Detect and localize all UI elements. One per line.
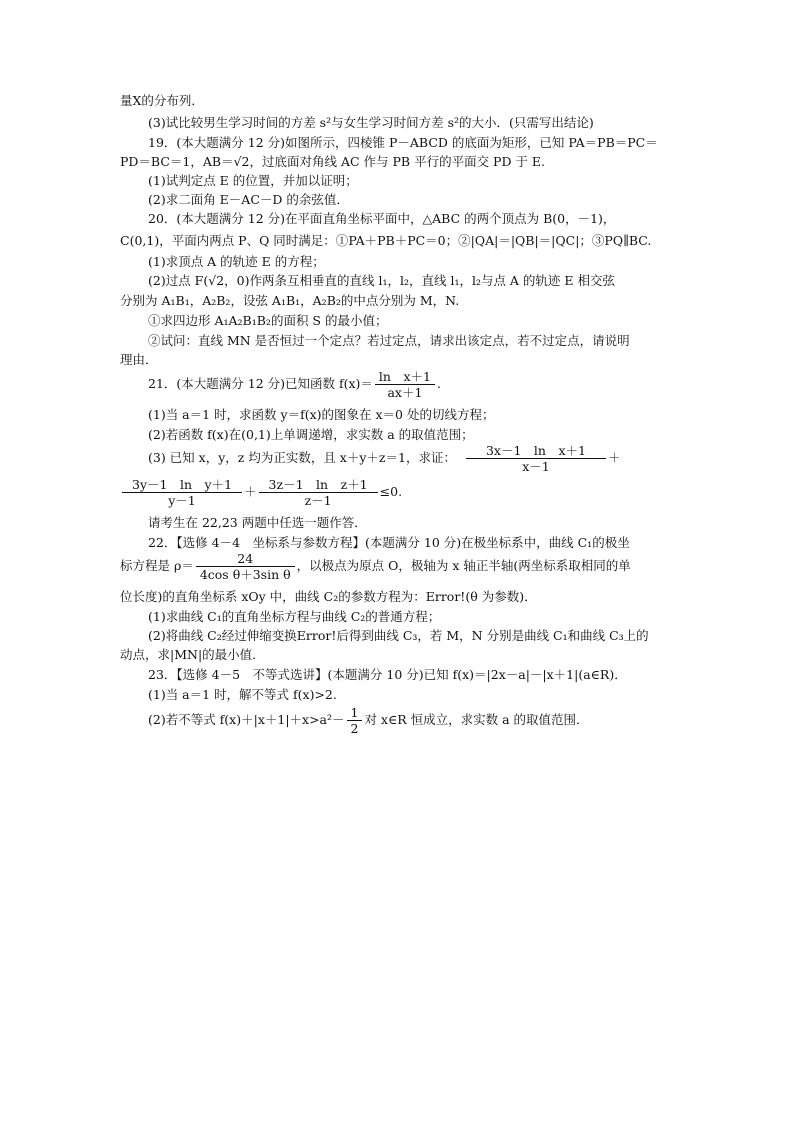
fraction-numerator: 24: [196, 551, 295, 567]
q21-fraction: [375, 369, 435, 400]
q21-p3-intro: (3) 已知 x，y，z 均为正实数，且 x＋y＋z＝1，求证：: [148, 450, 456, 465]
question-22-part-2: (2)将曲线 C₂经过伸缩变换Error!后得到曲线 C₃，若 M，N 分别是曲线 C₁和曲线 C₃上的: [148, 628, 649, 643]
fraction-numerator: ln x＋1: [375, 369, 435, 385]
q21-period: .: [436, 376, 441, 391]
question-20-conditions: [120, 232, 651, 250]
fraction-denominator: 2: [350, 721, 359, 736]
question-19-stem: 19．(本大题满分 12 分)如图所示，四棱锥 P－ABCD 的底面为矩形，已知 PA＝PB＝PC＝: [148, 135, 658, 150]
q21-p3-fraction-x: [466, 443, 606, 474]
question-20-subpart-2-cont: 理由．: [120, 352, 158, 367]
question-19-part-2: (2)求二面角 E－AC－D 的余弦值．: [148, 192, 349, 207]
q22-intro: 标方程是 ρ＝: [120, 558, 194, 573]
question-23-part-1: (1)当 a＝1 时，解不等式 f(x)>2.: [148, 687, 337, 702]
q23-p2-intro: (2)若不等式 f(x)＋|x＋1|＋x>a²－: [148, 712, 345, 727]
fraction-numerator: 1: [347, 705, 363, 721]
vector-conditions: PA＋PB＋PC＝0；②|QA|＝|QB|＝|QC|；③PQ∥BC.: [348, 233, 652, 248]
fraction-denominator: x－1: [522, 459, 550, 474]
question-23-part-2: [148, 704, 589, 736]
q23-fraction: [347, 705, 363, 736]
q22-fraction: [196, 551, 295, 582]
fraction-denominator: y－1: [168, 493, 196, 508]
q23-p2-text: 对 x∈R 恒成立，求实数 a 的取值范围．: [364, 712, 589, 727]
question-20-stem: 20．(本大题满分 12 分)在平面直角坐标平面中，△ABC 的两个顶点为 B(0，－1)，: [148, 211, 616, 226]
question-18-part-3: (3)试比较男生学习时间的方差 s²与女生学习时间方差 s²的大小．(只需写出结论): [148, 115, 594, 130]
question-22-stem-cont: [120, 550, 631, 582]
question-22-part-1: (1)求曲线 C₁的直角坐标方程与曲线 C₂的普通方程；: [148, 609, 441, 624]
question-19-part-1: (1)试判定点 E 的位置，并加以证明；: [148, 173, 358, 188]
inequality-end: ≤0.: [379, 484, 403, 499]
question-21-part-3-cont: [120, 476, 402, 508]
plus-sign: ＋: [607, 450, 621, 465]
text-line: 量X的分布列．: [120, 93, 204, 108]
question-19-stem-cont: PD＝BC＝1，AB＝√2，过底面对角线 AC 作与 PB 平行的平面交 PD 于 E.: [120, 154, 546, 169]
q21-intro: 21．(本大题满分 12 分)已知函数 f(x)＝: [148, 376, 373, 391]
question-21-stem: [148, 368, 441, 400]
fraction-numerator: 3y－1 ln y＋1: [122, 477, 242, 493]
q22-text: ，以极点为原点 O，极轴为 x 轴正半轴(两坐标系取相同的单: [296, 558, 631, 573]
plus-sign: ＋: [244, 484, 257, 499]
question-20-subpart-1: ①求四边形 A₁A₂B₁B₂的面积 S 的最小值；: [148, 313, 388, 328]
question-21-part-1: (1)当 a＝1 时，求函数 y＝f(x)的图象在 x＝0 处的切线方程；: [148, 407, 495, 422]
question-23-stem: 23．【选修 4－5 不等式选讲】(本题满分 10 分)已知 f(x)＝|2x－a|－|x＋1|(a∈R)．: [148, 667, 627, 682]
question-20-part-2: (2)过点 F(√2，0)作两条互相垂直的直线 l₁，l₂，直线 l₁，l₂与点 A 的轨迹 E 相交弦: [148, 273, 616, 288]
question-22-stem-cont2: 位长度)的直角坐标系 xOy 中，曲线 C₂的参数方程为：Error!(θ 为参数)．: [120, 589, 537, 604]
elective-instruction: 请考生在 22,23 两题中任选一题作答．: [148, 515, 367, 530]
question-21-part-2: (2)若函数 f(x)在(0,1)上单调递增，求实数 a 的取值范围；: [148, 427, 474, 442]
q21-p3-fraction-z: [259, 477, 378, 508]
fraction-denominator: z－1: [304, 493, 332, 508]
fraction-denominator: 4cos θ＋3sin θ: [199, 567, 291, 582]
question-22-part-2-cont: 动点，求|MN|的最小值．: [120, 647, 265, 662]
question-21-part-3: [148, 442, 620, 474]
question-20-part-1: (1)求顶点 A 的轨迹 E 的方程；: [148, 254, 325, 269]
fraction-numerator: 3z－1 ln z＋1: [259, 477, 378, 493]
conditions-intro: C(0,1)，平面内两点 P、Q 同时满足：①: [120, 233, 349, 248]
question-22-stem: 22．【选修 4－4 坐标系与参数方程】(本题满分 10 分)在极坐标系中，曲线 C₁的极坐: [148, 535, 630, 550]
fraction-denominator: ax＋1: [387, 385, 423, 400]
question-20-part-2-cont: 分别为 A₁B₁，A₂B₂，设弦 A₁B₁，A₂B₂的中点分别为 M，N.: [120, 293, 460, 308]
q21-p3-fraction-y: [122, 477, 242, 508]
fraction-numerator: 3x－1 ln x＋1: [466, 443, 606, 459]
question-20-subpart-2: ②试问：直线 MN 是否恒过一个定点？若过定点，请求出该定点，若不过定点，请说明: [148, 333, 630, 348]
